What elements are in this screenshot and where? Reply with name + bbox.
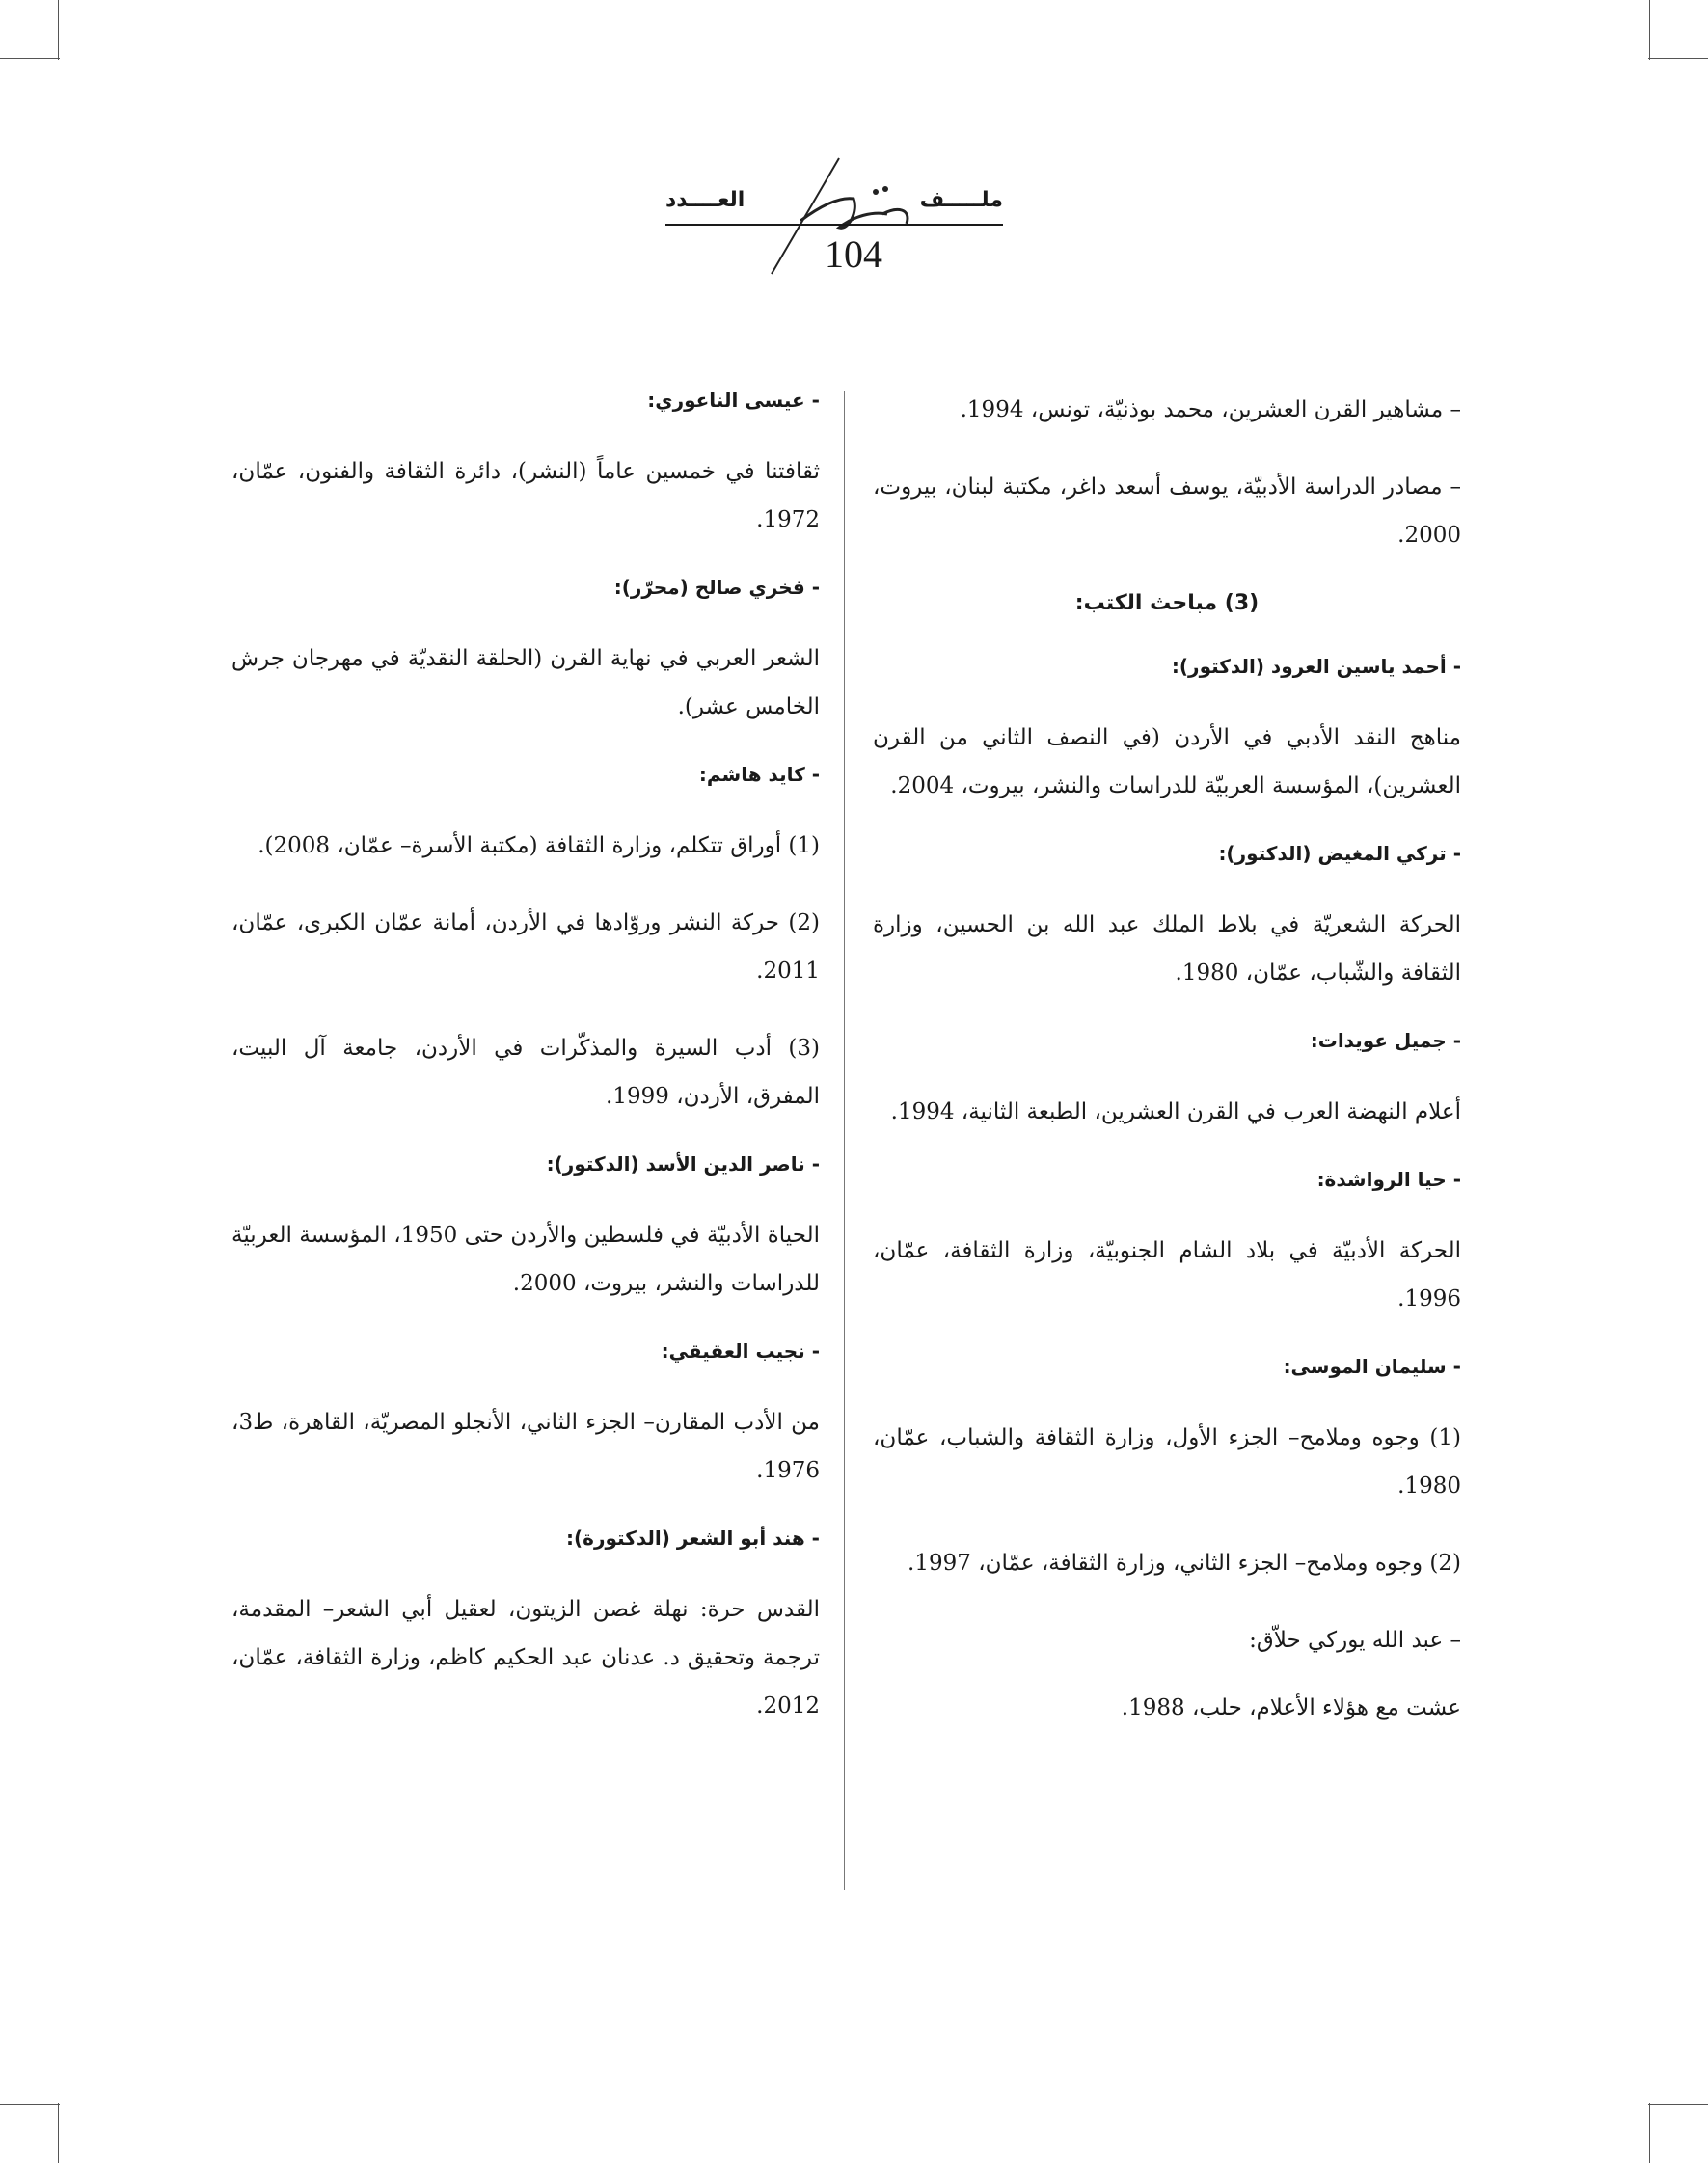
bibliography-entry: (2) وجوه وملامح– الجزء الثاني، وزارة الثقافة، عمّان، 1997. <box>908 1551 1461 1576</box>
crop-mark <box>0 58 60 59</box>
author-name: - فخري صالح (محرّر): <box>613 576 820 599</box>
page-number: 104 <box>825 232 882 276</box>
crop-mark <box>1648 58 1708 59</box>
author-name: - حيا الرواشدة: <box>1316 1168 1461 1191</box>
header-rule <box>665 224 1003 226</box>
author-name: - تركي المغيض (الدكتور): <box>1218 842 1461 865</box>
source-entry: – مصادر الدراسة الأدبيّة، يوسف أسعد داغر، مكتبة لبنان، بيروت، 2000. <box>873 474 1461 548</box>
bibliography-entry: (3) أدب السيرة والمذكّرات في الأردن، جامعة آل البيت، المفرق، الأردن، 1999. <box>231 1036 820 1109</box>
bibliography-entry: ثقافتنا في خمسين عاماً (النشر)، دائرة الثقافة والفنون، عمّان، 1972. <box>231 459 820 532</box>
bibliography-entry: (1) أوراق تتكلم، وزارة الثقافة (مكتبة الأسرة– عمّان، 2008). <box>258 833 820 858</box>
author-name: - ناصر الدين الأسد (الدكتور): <box>546 1152 820 1176</box>
section-heading: (3) مباحث الكتب: <box>1074 591 1260 615</box>
bibliography-entry: مناهج النقد الأدبي في الأردن (في النصف الثاني من القرن العشرين)، المؤسسة العربيّة للدراسات والنشر، بيروت، 2004. <box>873 725 1461 798</box>
bibliography-entry: الحركة الأدبيّة في بلاد الشام الجنوبيّة، وزارة الثقافة، عمّان، 1996. <box>873 1238 1461 1311</box>
right-column <box>873 386 1461 1761</box>
page-header <box>0 135 1708 289</box>
column-divider <box>844 391 845 1890</box>
bibliography-entry: (2) حركة النشر وروّادها في الأردن، أمانة عمّان الكبرى، عمّان، 2011. <box>231 910 820 984</box>
bibliography-entry: عشت مع هؤلاء الأعلام، حلب، 1988. <box>1121 1695 1461 1720</box>
bibliography-entry: الشعر العربي في نهاية القرن (الحلقة النقديّة في مهرجان جرش الخامس عشر). <box>231 646 820 719</box>
author-name: - جميل عويدات: <box>1310 1029 1461 1052</box>
section-label: ملـــــف <box>919 188 1003 212</box>
crop-mark <box>58 0 59 60</box>
crop-mark <box>1649 2103 1650 2163</box>
issue-label: العــــدد <box>665 188 746 212</box>
bibliography-entry: الحركة الشعريّة في بلاط الملك عبد الله بن الحسين، وزارة الثقافة والشّباب، عمّان، 1980. <box>873 912 1461 986</box>
bibliography-entry: (1) وجوه وملامح– الجزء الأول، وزارة الثقافة والشباب، عمّان، 1980. <box>873 1425 1461 1499</box>
author-name: - أحمد ياسين العرود (الدكتور): <box>1171 655 1461 678</box>
bibliography-entry: القدس حرة: نهلة غصن الزيتون، لعقيل أبي الشعر– المقدمة، ترجمة وتحقيق د. عدنان عبد الحكيم كاظم، وزارة الثقافة، عمّان، 2012. <box>231 1597 820 1718</box>
author-name: - نجيب العقيقي: <box>661 1339 820 1363</box>
crop-mark <box>1648 2104 1708 2105</box>
author-name: - هند أبو الشعر (الدكتورة): <box>566 1527 820 1550</box>
crop-mark <box>0 2104 60 2105</box>
crop-mark <box>1649 0 1650 60</box>
crop-mark <box>58 2103 59 2163</box>
author-name: - سليمان الموسى: <box>1283 1355 1461 1378</box>
bibliography-entry: من الأدب المقارن– الجزء الثاني، الأنجلو المصريّة، القاهرة، ط3، 1976. <box>231 1410 820 1483</box>
author-name-plain: – عبد الله يوركي حلاّق: <box>1249 1628 1461 1653</box>
bibliography-entry: الحياة الأدبيّة في فلسطين والأردن حتى 1950، المؤسسة العربيّة للدراسات والنشر، بيروت، 2000. <box>231 1223 820 1296</box>
author-name: - كايد هاشم: <box>698 763 820 786</box>
left-column <box>231 386 820 1759</box>
author-name: - عيسى الناعوري: <box>647 389 820 412</box>
bibliography-entry: أعلام النهضة العرب في القرن العشرين، الطبعة الثانية، 1994. <box>890 1099 1461 1124</box>
source-entry: – مشاهير القرن العشرين، محمد بوذنيّة، تونس، 1994. <box>960 397 1461 422</box>
